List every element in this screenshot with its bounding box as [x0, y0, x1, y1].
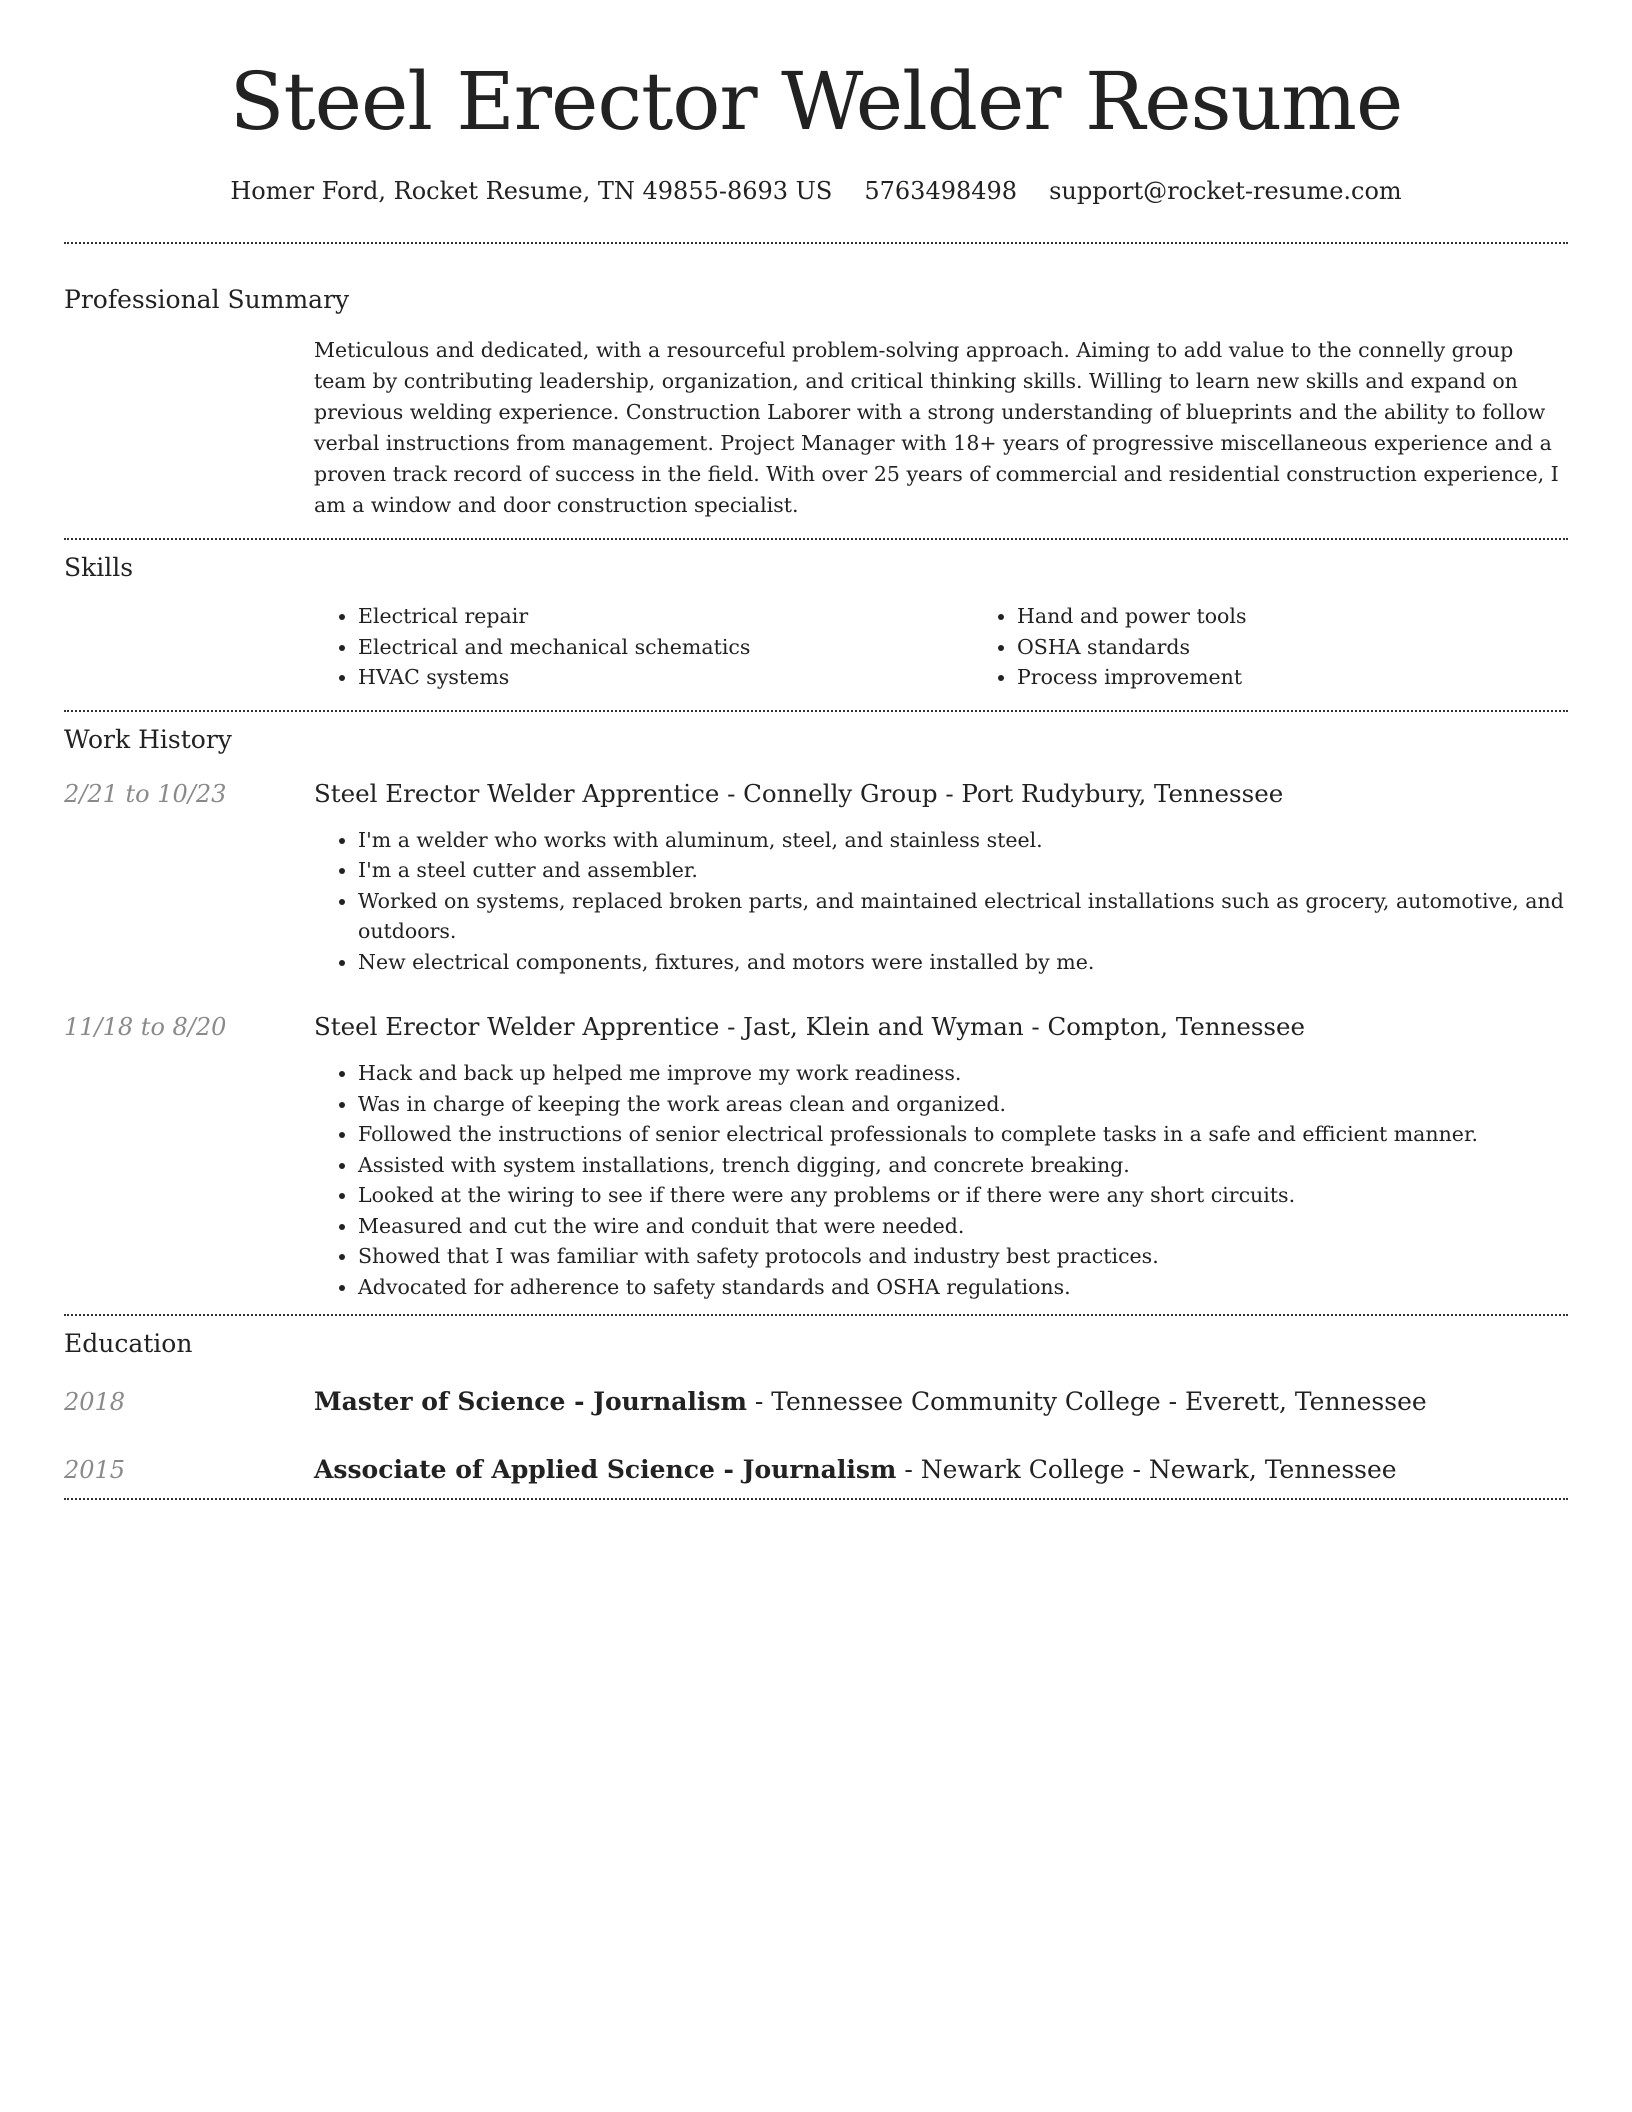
job-bullet: • I'm a welder who works with aluminum, steel, and stainless steel. — [358, 825, 1568, 856]
job-title: Steel Erector Welder Apprentice — [314, 778, 720, 808]
job-company: - Jast, Klein and Wyman - Compton, Tennessee — [719, 1012, 1305, 1041]
resume-title: Steel Erector Welder Resume — [229, 55, 1403, 148]
summary-heading: Professional Summary — [64, 285, 350, 314]
work-divider — [64, 1314, 1568, 1316]
job-bullet: • Worked on systems, replaced broken parts, and maintained electrical installations such as grocery, automotive, and outdoors. — [358, 886, 1568, 947]
skill-item: • OSHA standards — [1017, 632, 1632, 663]
education-divider — [64, 1498, 1568, 1500]
job-bullets — [314, 825, 1568, 978]
summary-divider — [64, 538, 1568, 540]
skill-item: • HVAC systems — [358, 662, 973, 693]
job-bullet: • Was in charge of keeping the work areas clean and organized. — [358, 1089, 1568, 1120]
contact-phone: 5763498498 — [864, 177, 1018, 205]
job-bullet: • Hack and back up helped me improve my work readiness. — [358, 1058, 1568, 1089]
resume-header — [64, 0, 1568, 208]
education-year: 2018 — [64, 1388, 126, 1416]
skill-item: • Electrical and mechanical schematics — [358, 632, 973, 663]
job-heading — [314, 1011, 1568, 1043]
education-entry — [64, 1454, 1568, 1486]
job-bullet: • I'm a steel cutter and assembler. — [358, 855, 1568, 886]
education-school: - Newark College - Newark, Tennessee — [896, 1455, 1397, 1484]
job-bullet: • Looked at the wiring to see if there were any problems or if there were any short circuits. — [358, 1180, 1568, 1211]
education-heading-line — [314, 1454, 1568, 1486]
skill-item: • Process improvement — [1017, 662, 1632, 693]
summary-text: Meticulous and dedicated, with a resourceful problem-solving approach. Aiming to add value to the connelly group team by contributing leadership, organization, and critical thinking skills. Willing to learn new skills and expand on previous welding experience. Construction Laborer with a strong understanding of blueprints and the ability to follow verbal instructions from management. Project Manager with 18+ years of progressive miscellaneous experience and a proven track record of success in the field. With over 25 years of commercial and residential construction experience, I am a window and door construction specialist. — [314, 338, 1559, 517]
education-year: 2015 — [64, 1456, 126, 1484]
skill-item: • Hand and power tools — [1017, 601, 1632, 632]
job-dates: 11/18 to 8/20 — [64, 1013, 227, 1041]
job-entry — [64, 778, 1568, 978]
resume-page — [64, 0, 1568, 1500]
contact-line — [64, 174, 1568, 208]
job-bullet: • Assisted with system installations, trench digging, and concrete breaking. — [358, 1150, 1568, 1181]
job-entry — [64, 1011, 1568, 1302]
skill-item: • Electrical repair — [358, 601, 973, 632]
job-company: - Connelly Group - Port Rudybury, Tennessee — [719, 778, 1284, 808]
skills-list-left — [314, 601, 973, 693]
contact-address: Homer Ford, Rocket Resume, TN 49855-8693 US — [230, 177, 833, 205]
job-bullet: • Followed the instructions of senior electrical professionals to complete tasks in a safe and efficient manner. — [358, 1119, 1568, 1150]
job-title: Steel Erector Welder Apprentice — [314, 1012, 720, 1041]
education-heading-line — [314, 1386, 1568, 1418]
skills-divider — [64, 710, 1568, 712]
skills-list-right — [973, 601, 1632, 693]
skills-heading: Skills — [64, 553, 134, 582]
education-entry — [64, 1386, 1568, 1418]
job-dates: 2/21 to 10/23 — [64, 779, 227, 808]
job-bullet: • Showed that I was familiar with safety protocols and industry best practices. — [358, 1241, 1568, 1272]
work-heading: Work History — [64, 724, 232, 754]
education-degree: Associate of Applied Science - Journalism — [314, 1455, 897, 1484]
job-bullet: • Measured and cut the wire and conduit that were needed. — [358, 1211, 1568, 1242]
education-school: - Tennessee Community College - Everett, Tennessee — [746, 1387, 1427, 1416]
education-section — [64, 1328, 1568, 1486]
job-bullet: • New electrical components, fixtures, and motors were installed by me. — [358, 947, 1568, 978]
contact-email: support@rocket-resume.com — [1049, 177, 1402, 205]
work-section — [64, 724, 1568, 1303]
summary-section — [64, 284, 1568, 521]
job-bullets — [314, 1058, 1568, 1302]
skills-section — [64, 552, 1568, 693]
job-heading — [314, 778, 1568, 810]
education-degree: Master of Science - Journalism — [314, 1387, 747, 1416]
job-bullet: • Advocated for adherence to safety standards and OSHA regulations. — [358, 1272, 1568, 1303]
education-heading: Education — [64, 1329, 193, 1358]
header-divider — [64, 242, 1568, 244]
